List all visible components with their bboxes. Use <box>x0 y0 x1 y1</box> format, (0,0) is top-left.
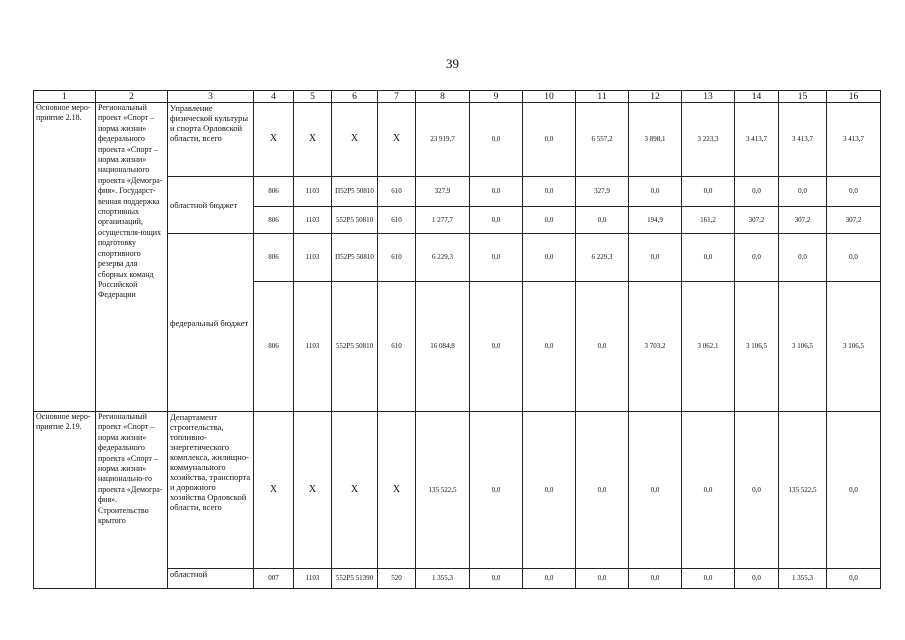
executor-cell: Управление физической культуры и спорта Орловской области, всего <box>168 103 254 177</box>
cell: 0,0 <box>576 282 629 412</box>
cell: 0,0 <box>827 412 881 569</box>
header-cell: 14 <box>735 91 779 103</box>
cell: X <box>254 103 294 177</box>
cell: 3 413,7 <box>779 103 827 177</box>
cell: 0,0 <box>470 234 523 282</box>
header-cell: 3 <box>168 91 254 103</box>
cell: П52Р5 50810 <box>332 234 378 282</box>
cell: 0,0 <box>735 412 779 569</box>
cell: 610 <box>378 282 416 412</box>
activity-number: Основное меро-приятие 2.19. <box>34 412 96 589</box>
cell: 0,0 <box>470 282 523 412</box>
cell: 0,0 <box>523 412 576 569</box>
cell: X <box>378 412 416 569</box>
cell: 1 355,3 <box>416 569 470 589</box>
header-row <box>34 91 881 103</box>
cell: 3 106,5 <box>779 282 827 412</box>
header-cell: 11 <box>576 91 629 103</box>
cell: 0,0 <box>629 569 682 589</box>
cell: 3 062,1 <box>682 282 735 412</box>
cell: 23 919,7 <box>416 103 470 177</box>
cell: 0,0 <box>735 569 779 589</box>
cell: 0,0 <box>523 234 576 282</box>
cell: 0,0 <box>682 569 735 589</box>
cell: 1103 <box>294 569 332 589</box>
cell: 307,2 <box>779 207 827 234</box>
project-description: Региональный проект «Спорт – норма жизни» федерального проекта «Спорт – норма жизни» национального проекта «Демогра-фия». Государст-венная поддержка спортивных организаций, осуществля-ющих подготовку спортивного резерва для сборных команд Российской Федерации <box>96 103 168 412</box>
table-row <box>34 103 881 177</box>
cell: 1103 <box>294 234 332 282</box>
cell: 6 229,3 <box>416 234 470 282</box>
cell: 3 223,3 <box>682 103 735 177</box>
cell: 16 084,8 <box>416 282 470 412</box>
cell: 0,0 <box>470 177 523 207</box>
cell: 0,0 <box>682 177 735 207</box>
cell: 806 <box>254 282 294 412</box>
header-cell: 7 <box>378 91 416 103</box>
budget-source: областной <box>168 569 254 589</box>
cell: 1103 <box>294 177 332 207</box>
cell: 307,2 <box>735 207 779 234</box>
header-cell: 8 <box>416 91 470 103</box>
cell: 1103 <box>294 282 332 412</box>
cell: 327,9 <box>576 177 629 207</box>
cell: 0,0 <box>827 234 881 282</box>
cell: 3 703,2 <box>629 282 682 412</box>
cell: 610 <box>378 177 416 207</box>
header-cell: 10 <box>523 91 576 103</box>
cell: 0,0 <box>523 282 576 412</box>
cell: X <box>332 412 378 569</box>
cell: 3 106,5 <box>735 282 779 412</box>
cell: 135 522,5 <box>779 412 827 569</box>
page-number: 39 <box>446 56 459 71</box>
executor-cell: Департамент строительства, топливно-энергетического комплекса, жилищно-коммунального хозяйства, транспорта и дорожного хозяйства Орловской области, всего <box>168 412 254 569</box>
cell: 0,0 <box>779 234 827 282</box>
cell: 161,2 <box>682 207 735 234</box>
cell: 3 898,1 <box>629 103 682 177</box>
cell: 0,0 <box>523 207 576 234</box>
cell: 3 413,7 <box>827 103 881 177</box>
header-cell: 5 <box>294 91 332 103</box>
cell: 0,0 <box>576 207 629 234</box>
cell: 0,0 <box>470 207 523 234</box>
cell: 520 <box>378 569 416 589</box>
header-cell: 13 <box>682 91 735 103</box>
cell: 0,0 <box>827 569 881 589</box>
cell: 0,0 <box>735 177 779 207</box>
cell: П52Р5 50810 <box>332 177 378 207</box>
activity-number: Основное меро-приятие 2.18. <box>34 103 96 412</box>
cell: 0,0 <box>735 234 779 282</box>
cell: 610 <box>378 207 416 234</box>
cell: 0,0 <box>470 103 523 177</box>
cell: 135 522,5 <box>416 412 470 569</box>
cell: 0,0 <box>629 412 682 569</box>
cell: 6 557,2 <box>576 103 629 177</box>
cell: 3 106,5 <box>827 282 881 412</box>
header-cell: 6 <box>332 91 378 103</box>
cell: 194,9 <box>629 207 682 234</box>
cell: 0,0 <box>682 412 735 569</box>
cell: 1103 <box>294 207 332 234</box>
header-cell: 1 <box>34 91 96 103</box>
cell: X <box>294 412 332 569</box>
cell: 1 277,7 <box>416 207 470 234</box>
cell: 307,2 <box>827 207 881 234</box>
header-cell: 4 <box>254 91 294 103</box>
cell: 0,0 <box>576 569 629 589</box>
cell: X <box>294 103 332 177</box>
cell: 0,0 <box>470 569 523 589</box>
cell: 0,0 <box>470 412 523 569</box>
cell: 0,0 <box>827 177 881 207</box>
cell: 6 229,3 <box>576 234 629 282</box>
cell: 552Р5 50810 <box>332 207 378 234</box>
cell: 0,0 <box>576 412 629 569</box>
cell: X <box>378 103 416 177</box>
header-cell: 15 <box>779 91 827 103</box>
cell: 806 <box>254 177 294 207</box>
cell: 0,0 <box>779 177 827 207</box>
cell: 0,0 <box>523 103 576 177</box>
header-cell: 9 <box>470 91 523 103</box>
budget-table <box>33 90 881 589</box>
cell: 0,0 <box>523 177 576 207</box>
cell: 0,0 <box>523 569 576 589</box>
cell: X <box>332 103 378 177</box>
cell: 0,0 <box>682 234 735 282</box>
cell: 3 413,7 <box>735 103 779 177</box>
cell: 806 <box>254 207 294 234</box>
cell: X <box>254 412 294 569</box>
budget-source: федеральный бюджет <box>168 234 254 412</box>
cell: 007 <box>254 569 294 589</box>
cell: 0,0 <box>629 234 682 282</box>
cell: 806 <box>254 234 294 282</box>
cell: 1 355,3 <box>779 569 827 589</box>
cell: 327,9 <box>416 177 470 207</box>
cell: 552Р5 51390 <box>332 569 378 589</box>
header-cell: 12 <box>629 91 682 103</box>
budget-source: областной бюджет <box>168 177 254 234</box>
cell: 0,0 <box>629 177 682 207</box>
header-cell: 2 <box>96 91 168 103</box>
project-description: Региональный проект «Спорт – норма жизни» федерального проекта «Спорт – норма жизни» национально-го проекта «Демогра-фия». Строительство крытого <box>96 412 168 589</box>
table-row <box>34 412 881 569</box>
cell: 610 <box>378 234 416 282</box>
header-cell: 16 <box>827 91 881 103</box>
cell: 552Р5 50810 <box>332 282 378 412</box>
